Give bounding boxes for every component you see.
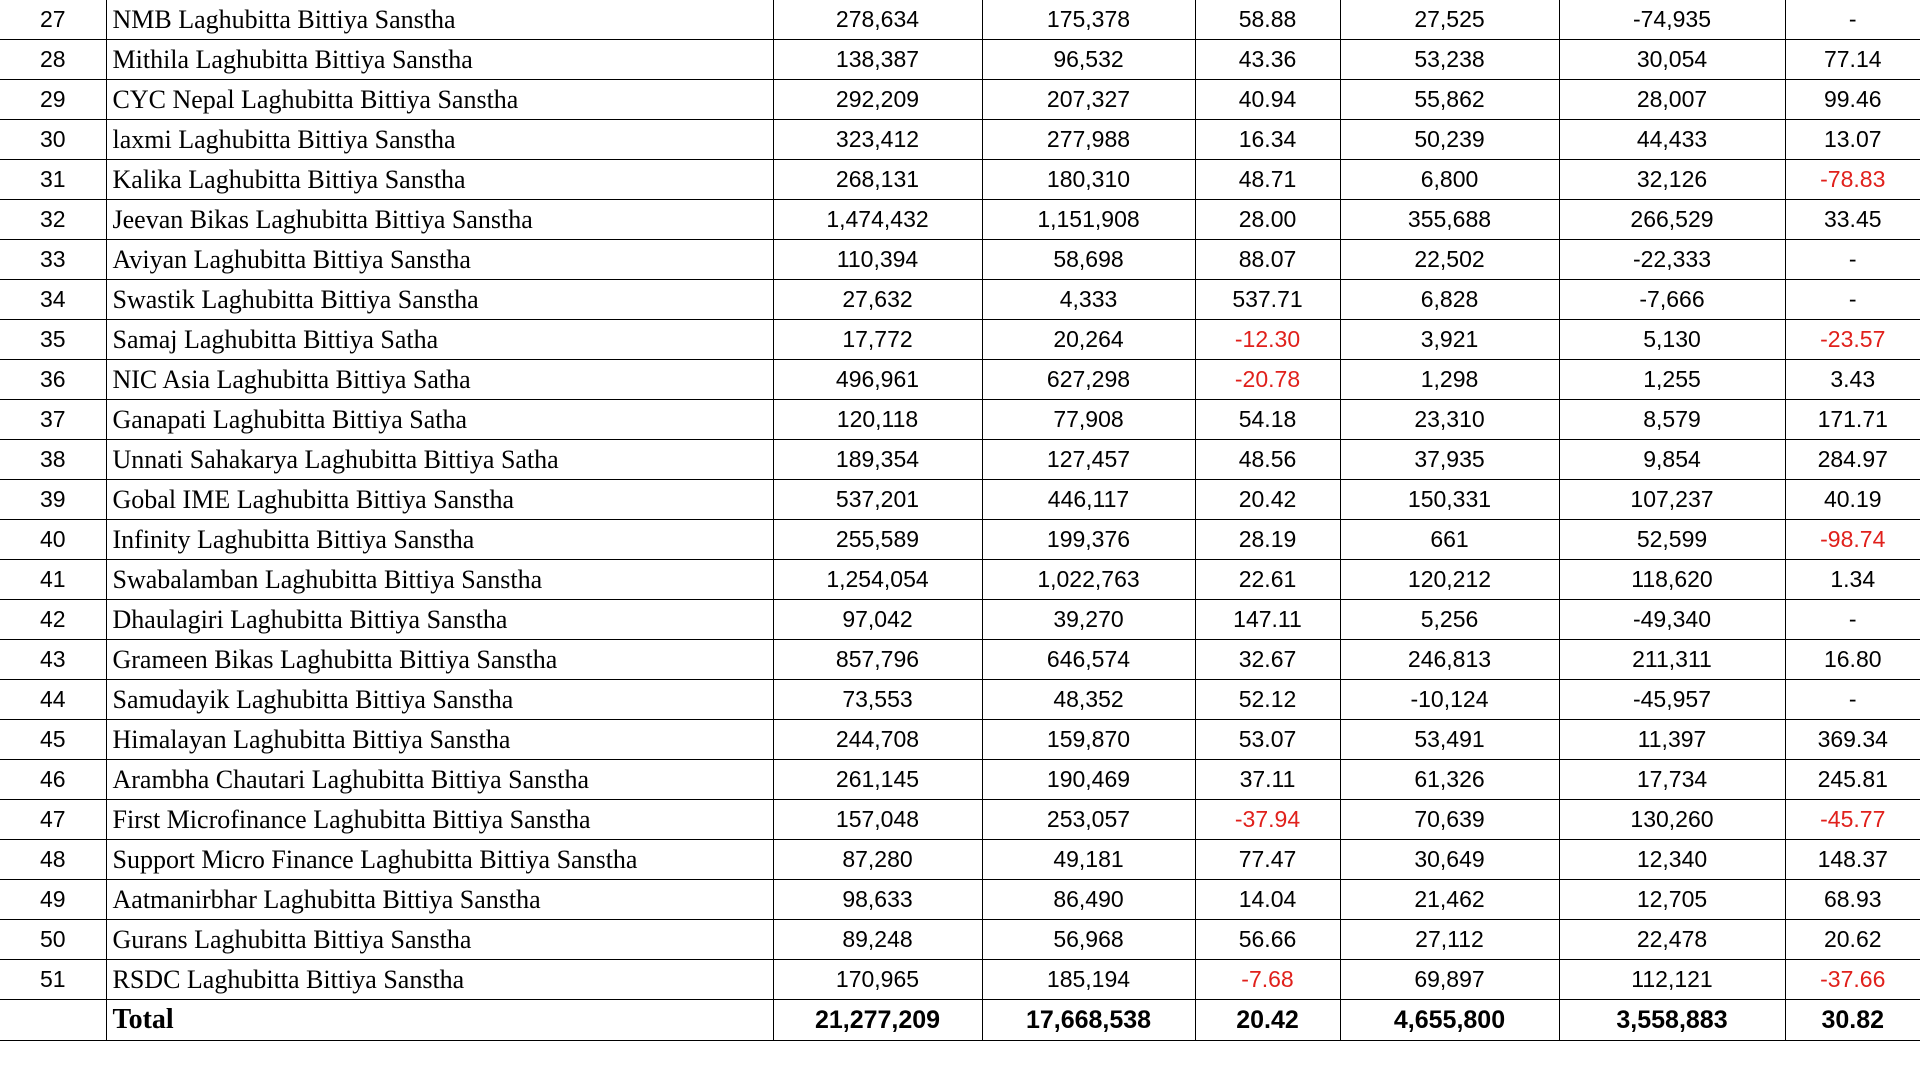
- value-col-4-cell: 53,491: [1340, 720, 1559, 760]
- value-col-4-cell: 120,212: [1340, 560, 1559, 600]
- value-col-5-cell: 5,130: [1559, 320, 1785, 360]
- value-col-1-cell: 87,280: [773, 840, 982, 880]
- percent-change-col-3-cell: 58.88: [1195, 0, 1340, 40]
- percent-change-col-6-cell: 40.19: [1785, 480, 1920, 520]
- percent-change-col-6-cell: -37.66: [1785, 960, 1920, 1000]
- percent-change-col-3-cell: 537.71: [1195, 280, 1340, 320]
- serial-number-cell: 38: [0, 440, 106, 480]
- value-col-2-cell: 127,457: [982, 440, 1195, 480]
- value-col-2-cell: 77,908: [982, 400, 1195, 440]
- value-col-1-cell: 496,961: [773, 360, 982, 400]
- percent-change-col-3-cell: 20.42: [1195, 1000, 1340, 1041]
- value-col-5-cell: -45,957: [1559, 680, 1785, 720]
- institution-name-cell: First Microfinance Laghubitta Bittiya Sanstha: [106, 800, 773, 840]
- institution-name-cell: laxmi Laghubitta Bittiya Sanstha: [106, 120, 773, 160]
- percent-change-col-3-cell: 28.00: [1195, 200, 1340, 240]
- institution-name-cell: Mithila Laghubitta Bittiya Sanstha: [106, 40, 773, 80]
- value-col-4-cell: 37,935: [1340, 440, 1559, 480]
- value-col-4-cell: 50,239: [1340, 120, 1559, 160]
- table-row: [0, 200, 1920, 240]
- percent-change-col-3-cell: 147.11: [1195, 600, 1340, 640]
- percent-change-col-6-cell: 30.82: [1785, 1000, 1920, 1041]
- value-col-2-cell: 159,870: [982, 720, 1195, 760]
- value-col-5-cell: 22,478: [1559, 920, 1785, 960]
- value-col-5-cell: -74,935: [1559, 0, 1785, 40]
- table-row: [0, 320, 1920, 360]
- value-col-1-cell: 255,589: [773, 520, 982, 560]
- percent-change-col-6-cell: 3.43: [1785, 360, 1920, 400]
- percent-change-col-6-cell: -23.57: [1785, 320, 1920, 360]
- value-col-5-cell: 1,255: [1559, 360, 1785, 400]
- percent-change-col-6-cell: 68.93: [1785, 880, 1920, 920]
- value-col-1-cell: 857,796: [773, 640, 982, 680]
- value-col-1-cell: 1,474,432: [773, 200, 982, 240]
- value-col-1-cell: 261,145: [773, 760, 982, 800]
- institution-name-cell: Aatmanirbhar Laghubitta Bittiya Sanstha: [106, 880, 773, 920]
- value-col-2-cell: 185,194: [982, 960, 1195, 1000]
- value-col-5-cell: -7,666: [1559, 280, 1785, 320]
- value-col-2-cell: 180,310: [982, 160, 1195, 200]
- percent-change-col-3-cell: -37.94: [1195, 800, 1340, 840]
- institution-name-cell: Aviyan Laghubitta Bittiya Sanstha: [106, 240, 773, 280]
- percent-change-col-3-cell: 43.36: [1195, 40, 1340, 80]
- value-col-1-cell: 278,634: [773, 0, 982, 40]
- institution-name-cell: Samudayik Laghubitta Bittiya Sanstha: [106, 680, 773, 720]
- value-col-5-cell: 266,529: [1559, 200, 1785, 240]
- serial-number-cell: 50: [0, 920, 106, 960]
- serial-number-cell: 42: [0, 600, 106, 640]
- serial-number-cell: 44: [0, 680, 106, 720]
- serial-number-cell: [0, 1000, 106, 1041]
- value-col-2-cell: 58,698: [982, 240, 1195, 280]
- institution-name-cell: Infinity Laghubitta Bittiya Sanstha: [106, 520, 773, 560]
- serial-number-cell: 30: [0, 120, 106, 160]
- percent-change-col-3-cell: 88.07: [1195, 240, 1340, 280]
- percent-change-col-3-cell: 56.66: [1195, 920, 1340, 960]
- value-col-1-cell: 323,412: [773, 120, 982, 160]
- value-col-1-cell: 73,553: [773, 680, 982, 720]
- value-col-5-cell: 44,433: [1559, 120, 1785, 160]
- value-col-4-cell: 6,800: [1340, 160, 1559, 200]
- value-col-4-cell: 246,813: [1340, 640, 1559, 680]
- institution-name-cell: CYC Nepal Laghubitta Bittiya Sanstha: [106, 80, 773, 120]
- table-row: [0, 240, 1920, 280]
- value-col-4-cell: 5,256: [1340, 600, 1559, 640]
- value-col-1-cell: 189,354: [773, 440, 982, 480]
- table-row: [0, 640, 1920, 680]
- percent-change-col-6-cell: 148.37: [1785, 840, 1920, 880]
- value-col-4-cell: 21,462: [1340, 880, 1559, 920]
- table-row: [0, 400, 1920, 440]
- value-col-4-cell: 27,525: [1340, 0, 1559, 40]
- institution-name-cell: Gurans Laghubitta Bittiya Sanstha: [106, 920, 773, 960]
- percent-change-col-6-cell: -78.83: [1785, 160, 1920, 200]
- table-row: [0, 360, 1920, 400]
- serial-number-cell: 32: [0, 200, 106, 240]
- percent-change-col-3-cell: 22.61: [1195, 560, 1340, 600]
- institution-name-cell: Swabalamban Laghubitta Bittiya Sanstha: [106, 560, 773, 600]
- value-col-5-cell: 9,854: [1559, 440, 1785, 480]
- value-col-5-cell: 17,734: [1559, 760, 1785, 800]
- value-col-5-cell: 130,260: [1559, 800, 1785, 840]
- value-col-5-cell: 12,705: [1559, 880, 1785, 920]
- value-col-4-cell: 4,655,800: [1340, 1000, 1559, 1041]
- value-col-4-cell: 27,112: [1340, 920, 1559, 960]
- value-col-1-cell: 97,042: [773, 600, 982, 640]
- percent-change-col-6-cell: 284.97: [1785, 440, 1920, 480]
- percent-change-col-3-cell: 28.19: [1195, 520, 1340, 560]
- value-col-2-cell: 627,298: [982, 360, 1195, 400]
- percent-change-col-3-cell: -7.68: [1195, 960, 1340, 1000]
- value-col-4-cell: 6,828: [1340, 280, 1559, 320]
- percent-change-col-6-cell: 77.14: [1785, 40, 1920, 80]
- value-col-1-cell: 17,772: [773, 320, 982, 360]
- percent-change-col-6-cell: 13.07: [1785, 120, 1920, 160]
- percent-change-col-3-cell: 48.71: [1195, 160, 1340, 200]
- table-row: [0, 120, 1920, 160]
- value-col-5-cell: 11,397: [1559, 720, 1785, 760]
- percent-change-col-3-cell: -20.78: [1195, 360, 1340, 400]
- value-col-4-cell: 355,688: [1340, 200, 1559, 240]
- value-col-2-cell: 1,022,763: [982, 560, 1195, 600]
- value-col-4-cell: 661: [1340, 520, 1559, 560]
- table-row: [0, 480, 1920, 520]
- value-col-4-cell: 69,897: [1340, 960, 1559, 1000]
- value-col-2-cell: 96,532: [982, 40, 1195, 80]
- percent-change-col-6-cell: -: [1785, 280, 1920, 320]
- value-col-2-cell: 207,327: [982, 80, 1195, 120]
- percent-change-col-6-cell: 99.46: [1785, 80, 1920, 120]
- percent-change-col-3-cell: 54.18: [1195, 400, 1340, 440]
- percent-change-col-3-cell: 14.04: [1195, 880, 1340, 920]
- serial-number-cell: 46: [0, 760, 106, 800]
- serial-number-cell: 48: [0, 840, 106, 880]
- table-row: [0, 880, 1920, 920]
- percent-change-col-6-cell: 1.34: [1785, 560, 1920, 600]
- value-col-2-cell: 253,057: [982, 800, 1195, 840]
- percent-change-col-6-cell: -: [1785, 600, 1920, 640]
- value-col-1-cell: 292,209: [773, 80, 982, 120]
- value-col-2-cell: 277,988: [982, 120, 1195, 160]
- value-col-5-cell: 28,007: [1559, 80, 1785, 120]
- table-row: [0, 520, 1920, 560]
- value-col-4-cell: 61,326: [1340, 760, 1559, 800]
- percent-change-col-3-cell: 48.56: [1195, 440, 1340, 480]
- institution-name-cell: Unnati Sahakarya Laghubitta Bittiya Satha: [106, 440, 773, 480]
- value-col-5-cell: 52,599: [1559, 520, 1785, 560]
- value-col-2-cell: 17,668,538: [982, 1000, 1195, 1041]
- institution-name-cell: NIC Asia Laghubitta Bittiya Satha: [106, 360, 773, 400]
- percent-change-col-6-cell: -: [1785, 680, 1920, 720]
- value-col-5-cell: -49,340: [1559, 600, 1785, 640]
- table-row: [0, 0, 1920, 40]
- institution-name-cell: Swastik Laghubitta Bittiya Sanstha: [106, 280, 773, 320]
- total-row: [0, 1000, 1920, 1041]
- value-col-5-cell: 211,311: [1559, 640, 1785, 680]
- serial-number-cell: 47: [0, 800, 106, 840]
- institution-name-cell: Samaj Laghubitta Bittiya Satha: [106, 320, 773, 360]
- value-col-5-cell: 118,620: [1559, 560, 1785, 600]
- table-row: [0, 160, 1920, 200]
- table-row: [0, 720, 1920, 760]
- value-col-2-cell: 1,151,908: [982, 200, 1195, 240]
- value-col-4-cell: 1,298: [1340, 360, 1559, 400]
- serial-number-cell: 37: [0, 400, 106, 440]
- serial-number-cell: 27: [0, 0, 106, 40]
- percent-change-col-3-cell: 53.07: [1195, 720, 1340, 760]
- serial-number-cell: 35: [0, 320, 106, 360]
- table-row: [0, 560, 1920, 600]
- percent-change-col-3-cell: 52.12: [1195, 680, 1340, 720]
- value-col-2-cell: 49,181: [982, 840, 1195, 880]
- institution-name-cell: Arambha Chautari Laghubitta Bittiya Sanstha: [106, 760, 773, 800]
- serial-number-cell: 28: [0, 40, 106, 80]
- table-row: [0, 840, 1920, 880]
- percent-change-col-3-cell: 16.34: [1195, 120, 1340, 160]
- value-col-1-cell: 110,394: [773, 240, 982, 280]
- percent-change-col-3-cell: 40.94: [1195, 80, 1340, 120]
- value-col-5-cell: 30,054: [1559, 40, 1785, 80]
- serial-number-cell: 40: [0, 520, 106, 560]
- percent-change-col-6-cell: -98.74: [1785, 520, 1920, 560]
- serial-number-cell: 45: [0, 720, 106, 760]
- value-col-1-cell: 1,254,054: [773, 560, 982, 600]
- value-col-1-cell: 89,248: [773, 920, 982, 960]
- value-col-1-cell: 21,277,209: [773, 1000, 982, 1041]
- table-row: [0, 760, 1920, 800]
- value-col-5-cell: 3,558,883: [1559, 1000, 1785, 1041]
- value-col-2-cell: 190,469: [982, 760, 1195, 800]
- table-row: [0, 40, 1920, 80]
- table-row: [0, 800, 1920, 840]
- percent-change-col-6-cell: 20.62: [1785, 920, 1920, 960]
- serial-number-cell: 33: [0, 240, 106, 280]
- value-col-2-cell: 39,270: [982, 600, 1195, 640]
- value-col-4-cell: 3,921: [1340, 320, 1559, 360]
- value-col-2-cell: 646,574: [982, 640, 1195, 680]
- percent-change-col-6-cell: -: [1785, 240, 1920, 280]
- serial-number-cell: 39: [0, 480, 106, 520]
- value-col-2-cell: 175,378: [982, 0, 1195, 40]
- institution-name-cell: Kalika Laghubitta Bittiya Sanstha: [106, 160, 773, 200]
- value-col-4-cell: 30,649: [1340, 840, 1559, 880]
- institution-name-cell: Ganapati Laghubitta Bittiya Satha: [106, 400, 773, 440]
- percent-change-col-6-cell: 171.71: [1785, 400, 1920, 440]
- value-col-1-cell: 537,201: [773, 480, 982, 520]
- value-col-5-cell: 12,340: [1559, 840, 1785, 880]
- value-col-1-cell: 27,632: [773, 280, 982, 320]
- value-col-1-cell: 244,708: [773, 720, 982, 760]
- percent-change-col-6-cell: 245.81: [1785, 760, 1920, 800]
- percent-change-col-3-cell: 37.11: [1195, 760, 1340, 800]
- value-col-2-cell: 4,333: [982, 280, 1195, 320]
- percent-change-col-3-cell: 32.67: [1195, 640, 1340, 680]
- institution-name-cell: Support Micro Finance Laghubitta Bittiya Sanstha: [106, 840, 773, 880]
- percent-change-col-6-cell: -: [1785, 0, 1920, 40]
- percent-change-col-3-cell: 77.47: [1195, 840, 1340, 880]
- percent-change-col-6-cell: 369.34: [1785, 720, 1920, 760]
- serial-number-cell: 31: [0, 160, 106, 200]
- value-col-1-cell: 138,387: [773, 40, 982, 80]
- serial-number-cell: 43: [0, 640, 106, 680]
- value-col-2-cell: 20,264: [982, 320, 1195, 360]
- value-col-1-cell: 120,118: [773, 400, 982, 440]
- percent-change-col-6-cell: 16.80: [1785, 640, 1920, 680]
- serial-number-cell: 34: [0, 280, 106, 320]
- value-col-1-cell: 170,965: [773, 960, 982, 1000]
- institution-name-cell: Dhaulagiri Laghubitta Bittiya Sanstha: [106, 600, 773, 640]
- institution-name-cell: Gobal IME Laghubitta Bittiya Sanstha: [106, 480, 773, 520]
- percent-change-col-3-cell: -12.30: [1195, 320, 1340, 360]
- percent-change-col-3-cell: 20.42: [1195, 480, 1340, 520]
- serial-number-cell: 29: [0, 80, 106, 120]
- value-col-4-cell: -10,124: [1340, 680, 1559, 720]
- value-col-5-cell: 107,237: [1559, 480, 1785, 520]
- serial-number-cell: 41: [0, 560, 106, 600]
- value-col-5-cell: -22,333: [1559, 240, 1785, 280]
- table-row: [0, 600, 1920, 640]
- percent-change-col-6-cell: 33.45: [1785, 200, 1920, 240]
- value-col-2-cell: 86,490: [982, 880, 1195, 920]
- institution-name-cell: Total: [106, 1000, 773, 1041]
- institution-name-cell: Grameen Bikas Laghubitta Bittiya Sanstha: [106, 640, 773, 680]
- value-col-4-cell: 70,639: [1340, 800, 1559, 840]
- institution-name-cell: RSDC Laghubitta Bittiya Sanstha: [106, 960, 773, 1000]
- value-col-5-cell: 32,126: [1559, 160, 1785, 200]
- value-col-2-cell: 446,117: [982, 480, 1195, 520]
- percent-change-col-6-cell: -45.77: [1785, 800, 1920, 840]
- serial-number-cell: 51: [0, 960, 106, 1000]
- value-col-4-cell: 23,310: [1340, 400, 1559, 440]
- table-row: [0, 280, 1920, 320]
- serial-number-cell: 49: [0, 880, 106, 920]
- institution-name-cell: NMB Laghubitta Bittiya Sanstha: [106, 0, 773, 40]
- table-row: [0, 960, 1920, 1000]
- institution-name-cell: Himalayan Laghubitta Bittiya Sanstha: [106, 720, 773, 760]
- value-col-2-cell: 199,376: [982, 520, 1195, 560]
- value-col-5-cell: 112,121: [1559, 960, 1785, 1000]
- serial-number-cell: 36: [0, 360, 106, 400]
- value-col-5-cell: 8,579: [1559, 400, 1785, 440]
- value-col-2-cell: 48,352: [982, 680, 1195, 720]
- value-col-4-cell: 55,862: [1340, 80, 1559, 120]
- value-col-4-cell: 150,331: [1340, 480, 1559, 520]
- table-row: [0, 680, 1920, 720]
- value-col-1-cell: 157,048: [773, 800, 982, 840]
- table-row: [0, 440, 1920, 480]
- value-col-4-cell: 22,502: [1340, 240, 1559, 280]
- value-col-2-cell: 56,968: [982, 920, 1195, 960]
- value-col-1-cell: 98,633: [773, 880, 982, 920]
- table-row: [0, 80, 1920, 120]
- value-col-4-cell: 53,238: [1340, 40, 1559, 80]
- table-row: [0, 920, 1920, 960]
- value-col-1-cell: 268,131: [773, 160, 982, 200]
- institution-name-cell: Jeevan Bikas Laghubitta Bittiya Sanstha: [106, 200, 773, 240]
